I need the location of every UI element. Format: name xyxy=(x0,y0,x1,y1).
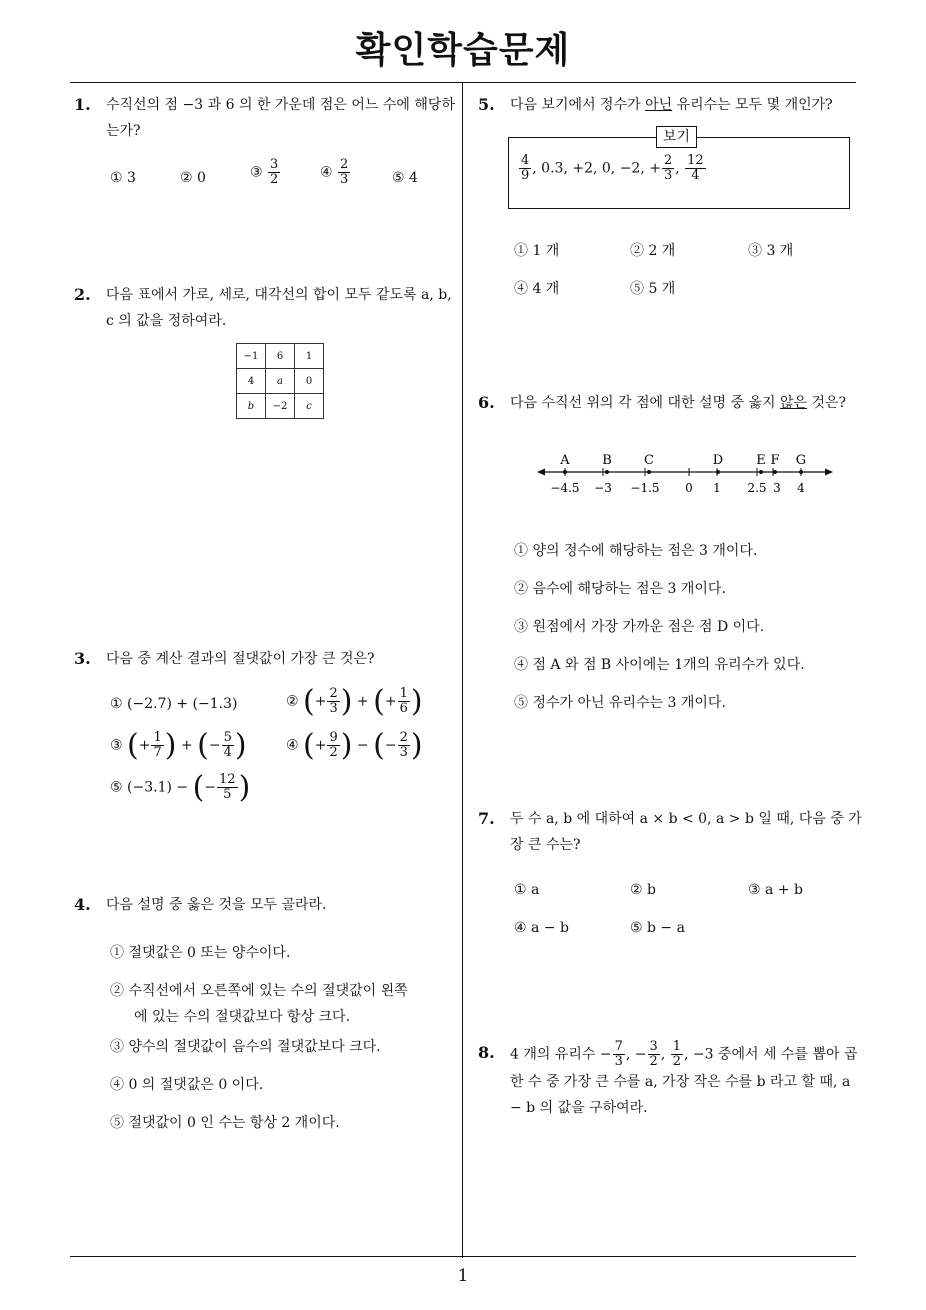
option-mark: ④ xyxy=(320,164,333,181)
option-1[interactable]: ① 양의 정수에 해당하는 점은 3 개이다. xyxy=(514,543,758,559)
question-1 xyxy=(74,92,458,144)
example-box-content: $\frac{4}{9}$ , 0.3, +2, 0, −2, + $\frac{2}{3}$ , $\frac{12}{4}$ xyxy=(521,153,704,183)
tick-label: 3 xyxy=(773,481,781,495)
tick-label: −1.5 xyxy=(630,481,660,495)
option-3[interactable] xyxy=(250,158,281,187)
option-1[interactable]: ① (−2.7) + (−1.3) xyxy=(110,696,238,712)
question-text: 다음 중 계산 결과의 절댓값이 가장 큰 것은? xyxy=(106,651,375,667)
option-4[interactable]: ④ 0 의 절댓값은 0 이다. xyxy=(110,1077,264,1093)
point-C xyxy=(647,470,651,474)
question-number: 1. xyxy=(74,95,91,114)
option-2[interactable]: ② 0 xyxy=(180,170,206,186)
tick-label: −4.5 xyxy=(550,481,580,495)
point-D xyxy=(716,470,720,474)
option-5[interactable]: ⑤ 4 xyxy=(392,170,418,186)
tick-label: 0 xyxy=(685,481,693,495)
tick-label: 1 xyxy=(713,481,721,495)
point-B xyxy=(605,470,609,474)
point-label: B xyxy=(602,453,612,468)
question-number: 5. xyxy=(478,95,495,114)
question-2 xyxy=(74,282,458,334)
question-number: 7. xyxy=(478,809,495,828)
tick-label: −3 xyxy=(594,481,612,495)
question-text: 다음 표에서 가로, 세로, 대각선의 합이 모두 같도록 a, b, c 의 값을 정하여라. xyxy=(106,287,452,329)
question-text: 두 수 a, b 에 대하여 a × b < 0, a > b 일 때, 다음 중 가장 큰 수는? xyxy=(510,811,862,853)
question-number: 8. xyxy=(478,1043,495,1062)
point-label: F xyxy=(770,453,780,468)
point-E xyxy=(759,470,763,474)
question-text: 다음 수직선 위의 각 점에 대한 설명 중 옳지 않은 것은? xyxy=(510,395,847,411)
bottom-rule xyxy=(70,1256,856,1257)
option-4[interactable]: ④ 4 개 xyxy=(514,281,560,297)
fraction: $\frac{3}{2}$ xyxy=(270,157,279,187)
option-1[interactable]: ① 1 개 xyxy=(514,243,560,259)
option-3[interactable]: ③ 3 개 xyxy=(748,243,794,259)
option-5[interactable]: ⑤ 5 개 xyxy=(630,281,676,297)
question-number: 2. xyxy=(74,285,91,304)
option-4[interactable]: ④ (+ $\frac{9}{2}$ ) − (− $\frac{2}{3}$ ) xyxy=(286,728,423,763)
option-3[interactable]: ③ 원점에서 가장 가까운 점은 점 D 이다. xyxy=(514,619,765,635)
question-4 xyxy=(74,892,458,918)
option-4[interactable]: ④ 점 A 와 점 B 사이에는 1개의 유리수가 있다. xyxy=(514,657,805,673)
option-4[interactable] xyxy=(320,158,351,187)
option-mark: ③ xyxy=(250,164,263,181)
point-G xyxy=(799,470,803,474)
column-divider xyxy=(462,83,463,1258)
question-5 xyxy=(478,92,868,118)
option-2[interactable]: ② (+ $\frac{2}{3}$ ) + (+ $\frac{1}{6}$ ) xyxy=(286,684,423,719)
question-text: 다음 설명 중 옳은 것을 모두 골라라. xyxy=(106,897,327,913)
question-number: 4. xyxy=(74,895,91,914)
option-2[interactable]: ② 수직선에서 오른쪽에 있는 수의 절댓값이 왼쪽 xyxy=(110,983,408,999)
question-number: 3. xyxy=(74,649,91,668)
point-label: G xyxy=(795,453,807,468)
point-label: A xyxy=(560,453,570,468)
point-A xyxy=(563,470,567,474)
option-2[interactable]: ② b xyxy=(630,882,656,898)
option-2[interactable]: ② 2 개 xyxy=(630,243,676,259)
option-2[interactable]: ② 음수에 해당하는 점은 3 개이다. xyxy=(514,581,726,597)
fraction: $\frac{2}{3}$ xyxy=(340,157,349,187)
point-label: C xyxy=(644,453,654,468)
option-5[interactable]: ⑤ 정수가 아닌 유리수는 3 개이다. xyxy=(514,695,726,711)
option-3[interactable]: ③ 양수의 절댓값이 음수의 절댓값보다 크다. xyxy=(110,1039,381,1055)
top-rule xyxy=(70,82,856,83)
option-5[interactable]: ⑤ b − a xyxy=(630,920,685,936)
option-5[interactable]: ⑤ (−3.1) − (− $\frac{12}{5}$ ) xyxy=(110,770,251,805)
option-3[interactable]: ③ a + b xyxy=(748,882,803,898)
option-2-continued: 에 있는 수의 절댓값보다 항상 크다. xyxy=(134,1009,351,1025)
tick-label: 4 xyxy=(797,481,805,495)
question-number: 6. xyxy=(478,393,495,412)
page-title: 확인학습문제 xyxy=(355,30,571,71)
option-1[interactable]: ① 3 xyxy=(110,170,136,186)
magic-square-table: −1 6 1 4 a 0 b −2 c xyxy=(236,343,324,419)
option-4[interactable]: ④ a − b xyxy=(514,920,569,936)
question-text: 다음 보기에서 정수가 아닌 유리수는 모두 몇 개인가? xyxy=(510,97,833,113)
number-line xyxy=(535,450,835,498)
question-3 xyxy=(74,646,458,672)
option-1[interactable]: ① a xyxy=(514,882,540,898)
option-1[interactable]: ① 절댓값은 0 또는 양수이다. xyxy=(110,945,291,961)
question-7 xyxy=(478,806,862,858)
option-3[interactable]: ③ (+ $\frac{1}{7}$ ) + (− $\frac{5}{4}$ ) xyxy=(110,728,247,763)
question-text: 수직선의 점 −3 과 6 의 한 가운데 점은 어느 수에 해당하는가? xyxy=(106,97,455,139)
option-5[interactable]: ⑤ 절댓값이 0 인 수는 항상 2 개이다. xyxy=(110,1115,340,1131)
example-box-label: 보기 xyxy=(656,126,697,148)
point-label: D xyxy=(712,453,724,468)
question-6 xyxy=(478,390,862,416)
question-text: 4 개의 유리수 − $\frac{7}{3}$ , − $\frac{3}{2}$ , $\frac{1}{2}$ , −3 중에서 세 수를 뽑아 곱한 수 중 가장 큰 수를 a, 가장 작은 수를 b 라고 할 때, a − b 의 값을 구하여라. xyxy=(510,1039,858,1116)
tick-label: 2.5 xyxy=(747,481,767,495)
question-8 xyxy=(478,1040,862,1121)
page-number: 1 xyxy=(457,1266,469,1286)
point-F xyxy=(773,470,777,474)
point-label: E xyxy=(756,453,766,468)
